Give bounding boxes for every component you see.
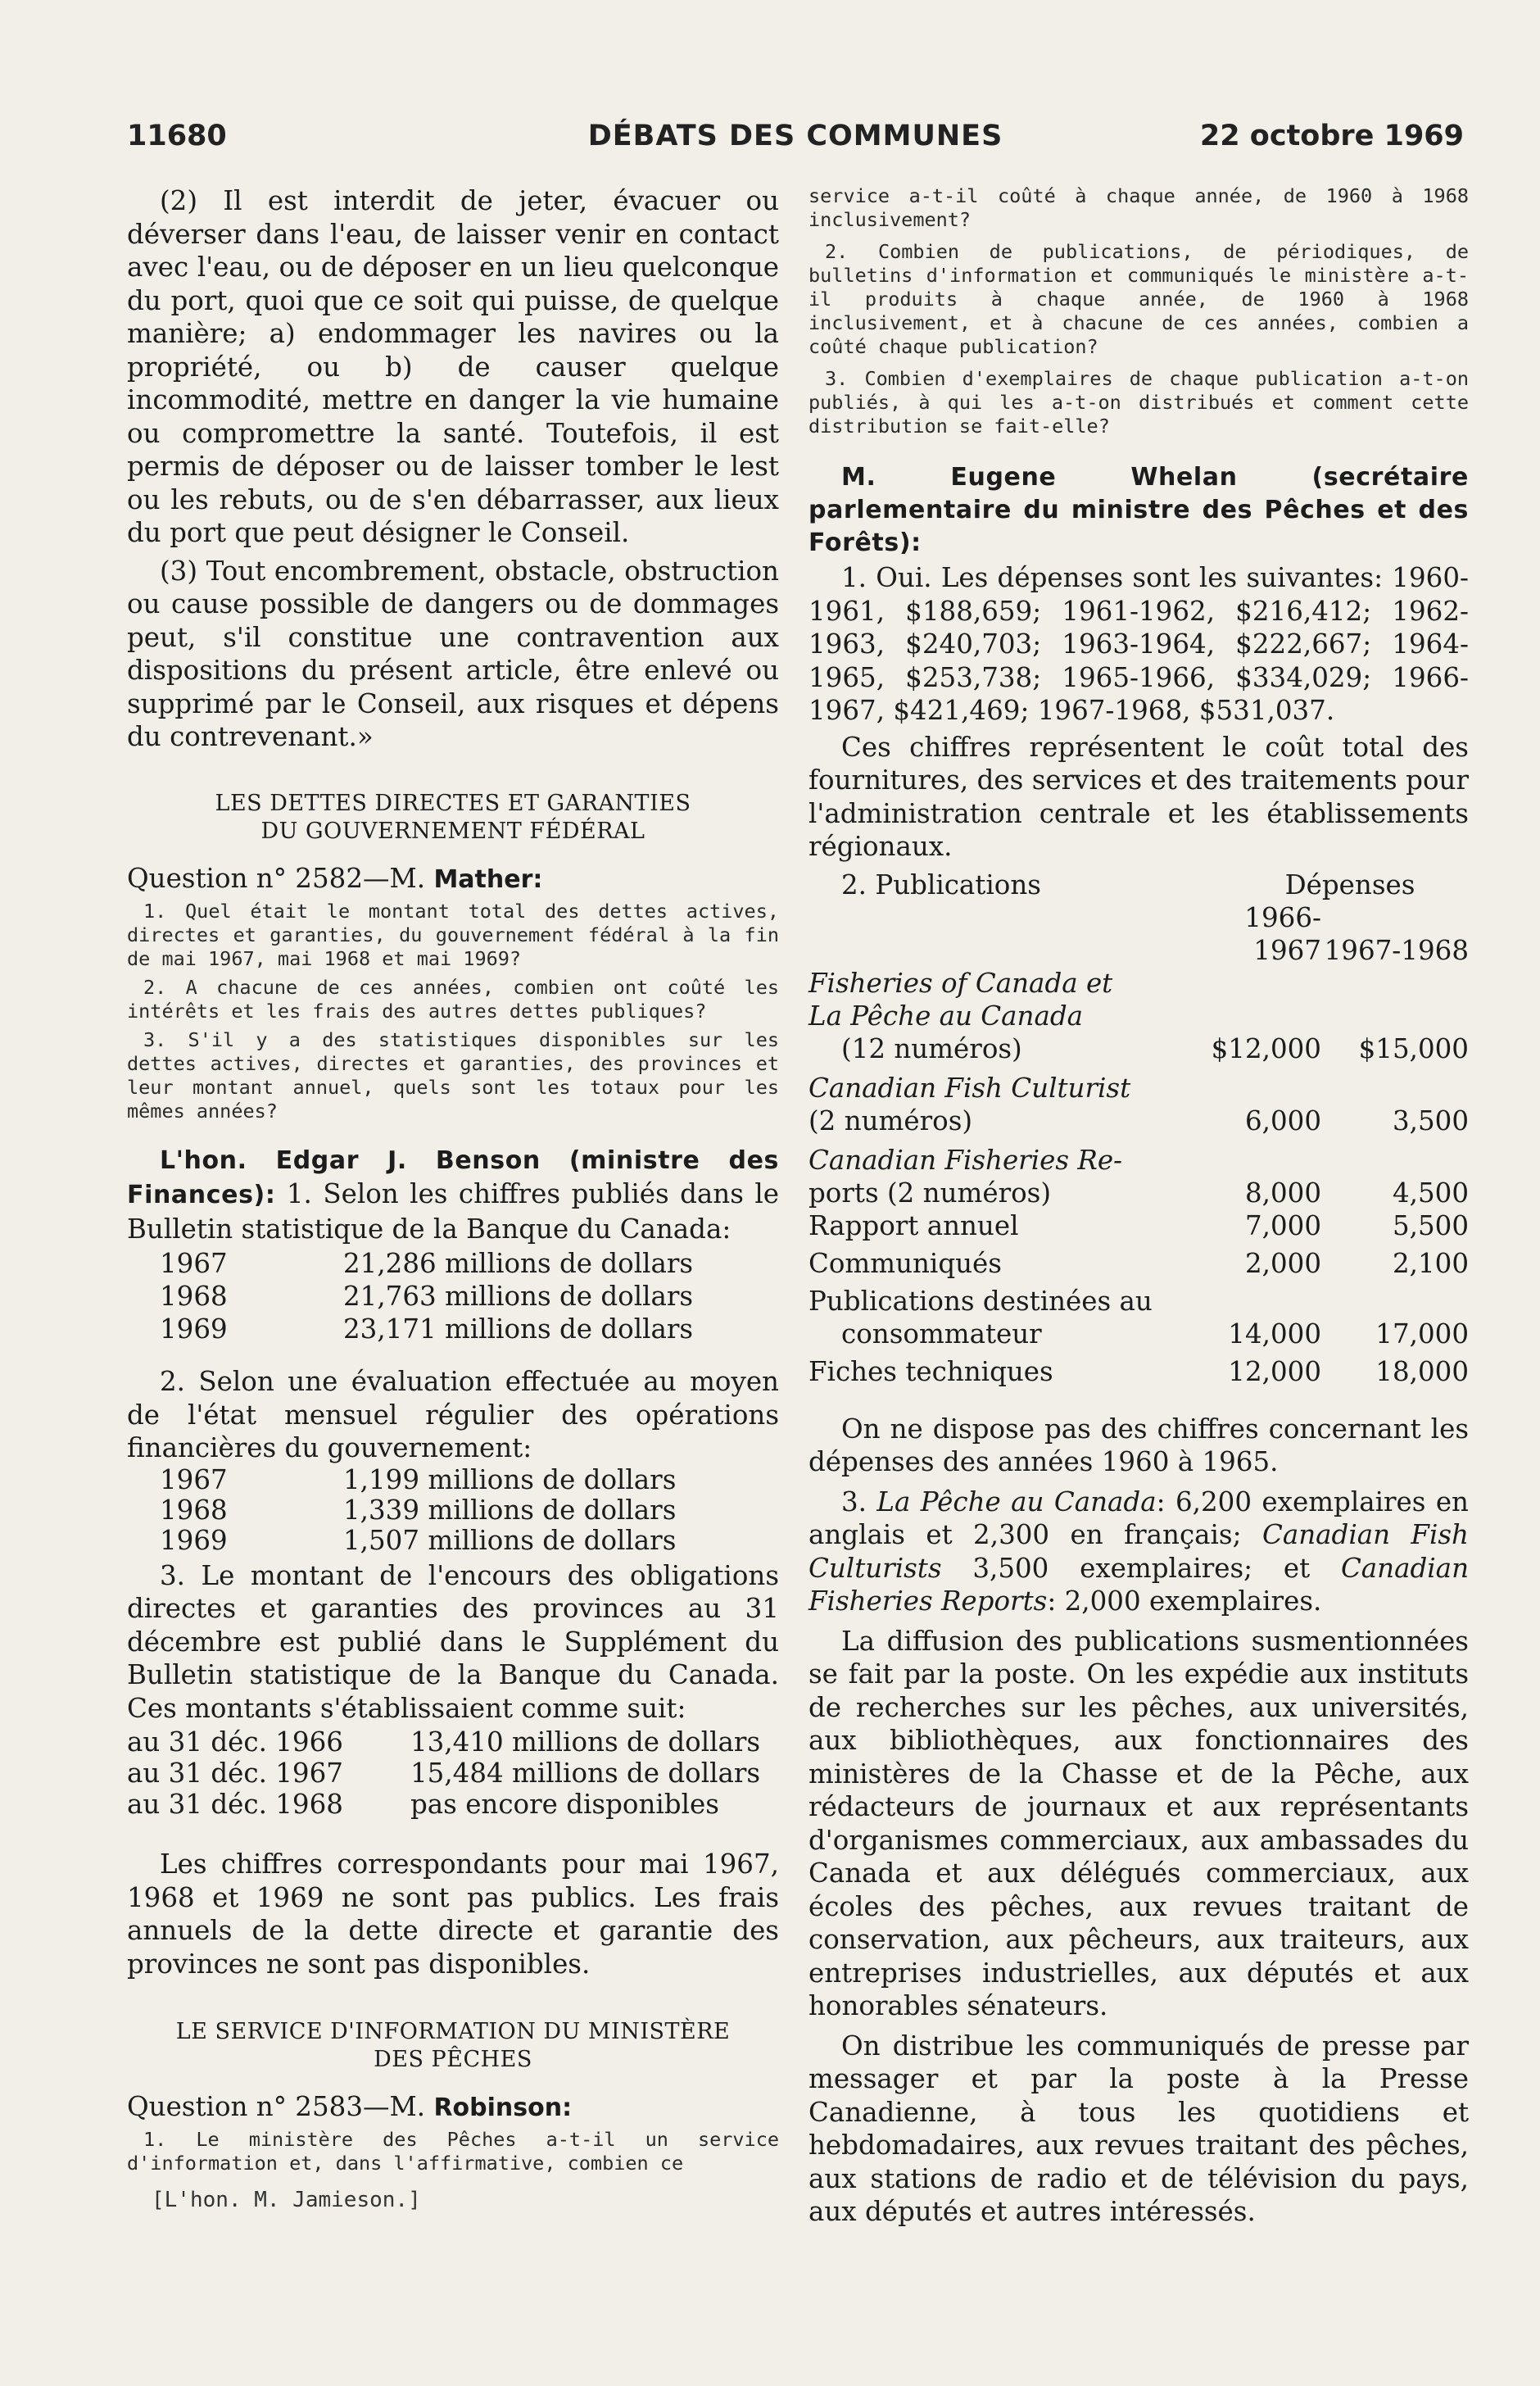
table-cell: 1967 bbox=[160, 1248, 228, 1279]
page-header bbox=[127, 120, 1464, 161]
table-cell: 12,000 bbox=[1228, 1355, 1321, 1387]
speaker-attribution: [L'hon. M. Jamieson.] bbox=[152, 2188, 421, 2212]
table-cell: 1969 bbox=[160, 1313, 228, 1345]
section-heading-dettes bbox=[127, 790, 779, 846]
question-author: Mather: bbox=[433, 864, 543, 894]
answer-whelan-p6: On distribue les communiqués de presse par messager et par la poste à la Presse Canadienne, à tous les quotidiens et hebdomadaires, aux revues traitant des pêches, aux stations de radio et de télévision du pays, aux députés et autres intéressés. bbox=[808, 2030, 1469, 2227]
question-number: Question n° 2582—M. bbox=[127, 862, 426, 894]
column-header: 1967-1968 bbox=[1324, 934, 1469, 966]
table-row bbox=[160, 1247, 693, 1280]
publication-name-line: Publications destinées au bbox=[808, 1285, 1153, 1317]
publication-name-line: Canadian Fish Culturist bbox=[808, 1072, 1131, 1104]
question-item: 2. Combien de publications, de périodiques, de bulletins d'information et communiqués le ministère a-t-il produits à chaque année, de 1960 à 1968 inclusivement, et à chacune de ces années, combien a coûté chaque publication? bbox=[808, 240, 1469, 358]
right-column bbox=[808, 184, 1469, 2229]
publication-name-line: Fiches techniques bbox=[808, 1355, 1053, 1387]
answer-whelan-p1: 1. Oui. Les dépenses sont les suivantes: 1960-1961, $188,659; 1961-1962, $216,412; 1962-1963, $240,703; 1963-1964, $222,667; 1964-1965, $253,738; 1965-1966, $334,029; 1966-1967, $421,469; 1967-1968, $531,037. bbox=[808, 562, 1469, 726]
table-cell: 2,000 bbox=[1244, 1247, 1321, 1279]
debt-table-2 bbox=[160, 1465, 676, 1556]
section-heading-peches bbox=[127, 2018, 779, 2074]
table-cell: au 31 déc. 1966 bbox=[127, 1726, 343, 1758]
publication-name-line: (2 numéros) bbox=[808, 1105, 973, 1136]
answer-whelan-p4 bbox=[808, 1486, 1469, 1618]
page-number: 11680 bbox=[127, 120, 227, 152]
publication-name-line: Rapport annuel bbox=[808, 1209, 1019, 1241]
publication-title: DÉBATS DES COMMUNES bbox=[587, 120, 1003, 152]
section-heading-line: LE SERVICE D'INFORMATION DU MINISTÈRE bbox=[175, 2019, 731, 2044]
table-cell: 1968 bbox=[160, 1281, 228, 1312]
speaker-name: L'hon. Edgar J. Benson (ministre des Finances): bbox=[127, 1145, 779, 1209]
publication-name-line: consommateur bbox=[841, 1318, 1042, 1349]
answer-whelan-p2: Ces chiffres représentent le coût total des fournitures, des services et des traitements pour l'administration centrale et les établissements régionaux. bbox=[808, 731, 1469, 862]
question-item: 3. S'il y a des statistiques disponibles sur les dettes actives, directes et garanties, des provinces et leur montant annuel, quels sont les totaux pour les mêmes années? bbox=[127, 1027, 779, 1123]
table-cell: 3,500 bbox=[1392, 1105, 1469, 1136]
question-item: 1. Le ministère des Pêches a-t-il un service d'information et, dans l'affirmative, combien ce bbox=[127, 2128, 779, 2175]
section-heading-line: LES DETTES DIRECTES ET GARANTIES bbox=[215, 790, 691, 816]
table-cell: 17,000 bbox=[1375, 1318, 1469, 1349]
table-cell: 1967 bbox=[160, 1463, 228, 1495]
answer-4-paragraph: Les chiffres correspondants pour mai 1967, 1968 et 1969 ne sont pas publics. Les frais annuels de la dette directe et garantie des provinces ne sont pas disponibles. bbox=[127, 1848, 779, 1980]
table-cell: 14,000 bbox=[1228, 1318, 1321, 1349]
column-header: 2. Publications bbox=[841, 869, 1041, 900]
table-cell: 23,171 millions de dollars bbox=[343, 1313, 694, 1345]
text-run-italic: Canadian Fisheries Reports bbox=[808, 1552, 1469, 1617]
table-header-row bbox=[808, 869, 1469, 901]
text-run: 3,500 exemplaires; et bbox=[941, 1552, 1341, 1584]
section-heading-line: DES PÊCHES bbox=[374, 2047, 532, 2072]
publication-name-line: La Pêche au Canada bbox=[808, 1000, 1083, 1032]
publication-name-line: ports (2 numéros) bbox=[808, 1177, 1052, 1209]
table-row bbox=[808, 1280, 1469, 1350]
table-cell: 21,286 millions de dollars bbox=[343, 1248, 694, 1279]
text-run-italic: Canadian Fish Culturists bbox=[808, 1519, 1469, 1584]
table-cell: pas encore disponibles bbox=[410, 1789, 719, 1820]
table-cell: 1,507 millions de dollars bbox=[343, 1524, 677, 1556]
table-row bbox=[160, 1526, 676, 1556]
question-item: 2. A chacune de ces années, combien ont coûté les intérêts et les frais des autres dettes publiques? bbox=[127, 975, 779, 1023]
text-run: : 6,200 exemplaires en anglais et 2,300 en français; bbox=[808, 1486, 1469, 1550]
table-row bbox=[808, 967, 1469, 1065]
table-row bbox=[160, 1465, 676, 1495]
table-header-row bbox=[808, 901, 1469, 967]
table-row bbox=[127, 1758, 760, 1789]
page-date: 22 octobre 1969 bbox=[1199, 120, 1464, 152]
table-cell: 1968 bbox=[160, 1494, 228, 1526]
answer-whelan-p5: La diffusion des publications susmentionnées se fait par la poste. On les expédie aux instituts de recherches sur les pêches, aux universités, aux bibliothèques, aux fonctionnaires des ministères de la Chasse et de la Pêche, aux rédacteurs de journaux et aux représentants d'organismes commerciaux, aux ambassades du Canada et aux délégués commerciaux, aux écoles des pêches, aux revues traitant de conservation, aux pêcheurs, aux traiteurs, aux entreprises industrielles, aux députés et aux honorables sénateurs. bbox=[808, 1625, 1469, 2021]
section-heading-line: DU GOUVERNEMENT FÉDÉRAL bbox=[260, 818, 645, 844]
table-cell: 15,484 millions de dollars bbox=[410, 1758, 761, 1789]
publication-name-line: (12 numéros) bbox=[841, 1032, 1022, 1064]
question-continuation: service a-t-il coûté à chaque année, de 1960 à 1968 inclusivement? bbox=[808, 184, 1469, 231]
debt-table-1 bbox=[160, 1247, 693, 1345]
table-row bbox=[808, 1242, 1469, 1280]
table-row bbox=[127, 1726, 760, 1758]
question-item: 3. Combien d'exemplaires de chaque publication a-t-on publiés, à qui les a-t-on distribués et comment cette distribution se fait-elle? bbox=[808, 367, 1469, 438]
table-row bbox=[160, 1495, 676, 1526]
table-cell: 2,100 bbox=[1392, 1247, 1469, 1279]
table-cell: 6,000 bbox=[1244, 1105, 1321, 1136]
answer-whelan-speaker: M. Eugene Whelan (secrétaire parlementaire du ministre des Pêches et des Forêts): bbox=[808, 463, 1469, 557]
table-cell: 18,000 bbox=[1375, 1355, 1469, 1387]
table-cell: $15,000 bbox=[1358, 1032, 1469, 1064]
answer-text: 1. Selon les chiffres publiés dans le Bulletin statistique de la Banque du Canada: bbox=[127, 1178, 779, 1245]
table-cell bbox=[808, 1242, 1182, 1280]
question-item: 1. Quel était le montant total des dettes actives, directes et garanties, du gouvernement fédéral à la fin de mai 1967, mai 1968 et mai 1969? bbox=[127, 899, 779, 970]
table-cell bbox=[808, 1209, 1182, 1242]
table-cell: au 31 déc. 1968 bbox=[127, 1789, 343, 1820]
text-run-italic: La Pêche au Canada bbox=[876, 1486, 1157, 1517]
answer-whelan-p3: On ne dispose pas des chiffres concernant les dépenses des années 1960 à 1965. bbox=[808, 1413, 1469, 1477]
table-cell: 5,500 bbox=[1392, 1209, 1469, 1241]
text-run: 3. bbox=[841, 1486, 877, 1517]
table-cell bbox=[808, 1137, 1182, 1209]
table-row bbox=[808, 1209, 1469, 1242]
table-row bbox=[808, 1350, 1469, 1388]
column-group-header: Dépenses bbox=[1284, 869, 1415, 900]
column-header-empty bbox=[808, 901, 1182, 967]
table-row bbox=[808, 1065, 1469, 1137]
table-cell: au 31 déc. 1967 bbox=[127, 1758, 343, 1789]
answer-3-paragraph: 3. Le montant de l'encours des obligations directes et garanties des provinces au 31 décembre est publié dans le Supplément du Bulletin statistique de la Banque du Canada. Ces montants s'établissaient comme suit: bbox=[127, 1559, 779, 1724]
question-2582 bbox=[127, 862, 779, 896]
debt-table-3 bbox=[127, 1726, 760, 1820]
question-number: Question n° 2583—M. bbox=[127, 2091, 426, 2122]
article-2-paragraph: (2) Il est interdit de jeter, évacuer ou déverser dans l'eau, de laisser venir en contact avec l'eau, ou de déposer en un lieu quelconque du port, quoi que ce soit qui puisse, de quelque manière; a) endommager les navires ou la propriété, ou b) de causer quelque incommodité, mettre en danger la vie humaine ou compromettre la santé. Toutefois, il est permis de déposer ou de laisser tomber le lest ou les rebuts, ou de s'en débarrasser, aux lieux du port que peut désigner le Conseil. bbox=[127, 185, 779, 548]
table-cell: 1,199 millions de dollars bbox=[343, 1463, 677, 1495]
table-cell: 4,500 bbox=[1392, 1177, 1469, 1209]
table-cell: 1969 bbox=[160, 1524, 228, 1556]
question-author: Robinson: bbox=[433, 2093, 573, 2122]
table-cell: 7,000 bbox=[1244, 1209, 1321, 1241]
question-2583 bbox=[127, 2090, 779, 2125]
answer-benson bbox=[127, 1143, 779, 1246]
table-cell: $12,000 bbox=[1211, 1032, 1321, 1064]
publication-name-line: Communiqués bbox=[808, 1247, 1002, 1279]
article-3-paragraph: (3) Tout encombrement, obstacle, obstruction ou cause possible de dangers ou de dommages peut, s'il constitue une contravention aux dispositions du présent article, être enlevé ou supprimé par le Conseil, aux risques et dépens du contrevenant.» bbox=[127, 555, 779, 752]
table-cell bbox=[808, 967, 1182, 1065]
table-row bbox=[160, 1313, 693, 1345]
table-cell: 1,339 millions de dollars bbox=[343, 1494, 677, 1526]
publications-table bbox=[808, 869, 1469, 1388]
text-run: : 2,000 exemplaires. bbox=[1047, 1585, 1322, 1617]
answer-2-paragraph: 2. Selon une évaluation effectuée au moyen de l'état mensuel régulier des opérations financières du gouvernement: bbox=[127, 1366, 779, 1463]
column-header: 1966-1967 bbox=[1244, 901, 1321, 966]
table-cell bbox=[808, 1350, 1182, 1388]
table-cell: 8,000 bbox=[1244, 1177, 1321, 1209]
table-cell: 21,763 millions de dollars bbox=[343, 1281, 694, 1312]
publication-name-line: Fisheries of Canada et bbox=[808, 967, 1113, 999]
table-row bbox=[808, 1137, 1469, 1209]
publication-name-line: Canadian Fisheries Re- bbox=[808, 1144, 1123, 1176]
table-cell: 13,410 millions de dollars bbox=[410, 1726, 761, 1758]
table-row bbox=[160, 1280, 693, 1313]
table-row bbox=[127, 1789, 760, 1820]
left-column bbox=[127, 184, 779, 2213]
table-cell bbox=[808, 1280, 1182, 1350]
table-cell bbox=[808, 1065, 1182, 1137]
